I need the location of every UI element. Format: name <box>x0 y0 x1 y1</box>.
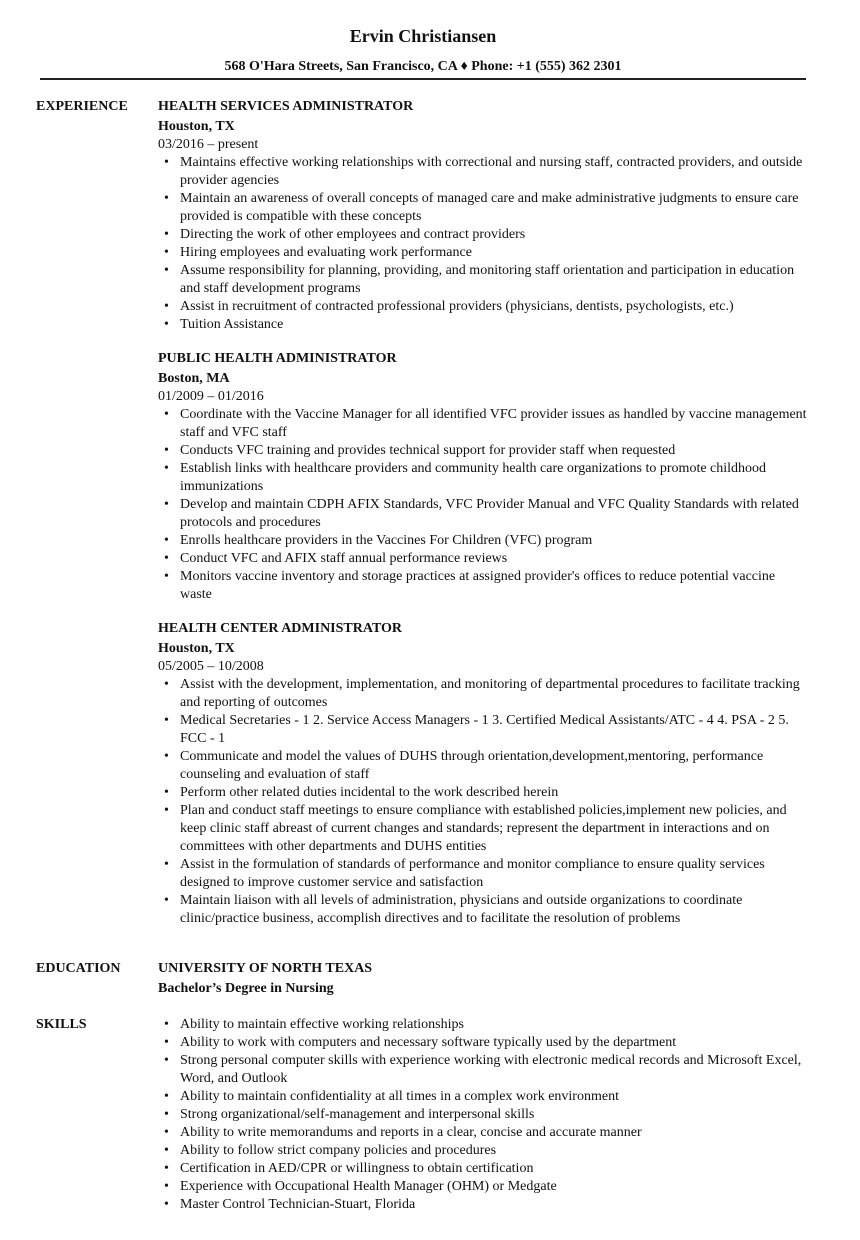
job-bullet: • Plan and conduct staff meetings to ensure compliance with established policies,implement new policies, and keep clinic staff abreast of current changes and standards; represent the department in interactions and on committees with other departments and DUHS entities <box>158 802 808 856</box>
job-bullet: • Maintains effective working relationships with correctional and nursing staff, contracted providers, and outside provider agencies <box>158 154 808 190</box>
header-divider <box>40 78 806 80</box>
job-bullet: • Establish links with healthcare providers and community health care organizations to promote childhood immunizations <box>158 460 808 496</box>
section-label-education: EDUCATION <box>36 961 121 976</box>
job-bullets <box>158 676 808 928</box>
skill-item: • Ability to maintain effective working relationships <box>158 1016 808 1034</box>
skills-list <box>158 1016 808 1214</box>
skill-item: • Ability to write memorandums and reports in a clear, concise and accurate manner <box>158 1124 808 1142</box>
skill-item: • Strong organizational/self-management and interpersonal skills <box>158 1106 808 1124</box>
skill-item: • Ability to maintain confidentiality at all times in a complex work environment <box>158 1088 808 1106</box>
job-bullet: • Directing the work of other employees and contract providers <box>158 226 808 244</box>
job-dates: 05/2005 – 10/2008 <box>158 659 264 674</box>
job-bullet: • Hiring employees and evaluating work performance <box>158 244 808 262</box>
job-bullet: • Enrolls healthcare providers in the Vaccines For Children (VFC) program <box>158 532 808 550</box>
skill-item: • Certification in AED/CPR or willingness to obtain certification <box>158 1160 808 1178</box>
experience-body <box>158 98 808 944</box>
skill-item: • Ability to follow strict company policies and procedures <box>158 1142 808 1160</box>
education-school: UNIVERSITY OF NORTH TEXAS <box>158 961 373 976</box>
job-dates: 03/2016 – present <box>158 137 259 152</box>
section-label-experience: EXPERIENCE <box>36 99 128 114</box>
skills-body <box>158 1016 808 1214</box>
job-title: HEALTH CENTER ADMINISTRATOR <box>158 621 403 636</box>
job-bullet: • Conduct VFC and AFIX staff annual performance reviews <box>158 550 808 568</box>
job-bullet: • Perform other related duties incidental to the work described herein <box>158 784 808 802</box>
job-location: Houston, TX <box>158 641 235 656</box>
job-bullet: • Tuition Assistance <box>158 316 808 334</box>
job-bullet: • Assume responsibility for planning, providing, and monitoring staff orientation and participation in education and staff development programs <box>158 262 808 298</box>
job-bullet: • Communicate and model the values of DUHS through orientation,development,mentoring, performance counseling and evaluation of staff <box>158 748 808 784</box>
job-dates: 01/2009 – 01/2016 <box>158 389 264 404</box>
skill-item: • Ability to work with computers and necessary software typically used by the department <box>158 1034 808 1052</box>
job-bullet: • Coordinate with the Vaccine Manager for all identified VFC provider issues as handled by vaccine management staff and VFC staff <box>158 406 808 442</box>
job-bullet: • Medical Secretaries - 1 2. Service Access Managers - 1 3. Certified Medical Assistants/ATC - 4 4. PSA - 2 5. FCC - 1 <box>158 712 808 748</box>
job-bullets <box>158 154 808 334</box>
job-title: PUBLIC HEALTH ADMINISTRATOR <box>158 351 397 366</box>
job-entry <box>158 350 808 604</box>
candidate-name: Ervin Christiansen <box>349 26 497 46</box>
job-location: Boston, MA <box>158 371 230 386</box>
job-bullet: • Conducts VFC training and provides technical support for provider staff when requested <box>158 442 808 460</box>
job-bullet: • Maintain an awareness of overall concepts of managed care and make administrative judgments to ensure care provided is compatible with these concepts <box>158 190 808 226</box>
education-degree: Bachelor’s Degree in Nursing <box>158 981 334 996</box>
section-label-skills: SKILLS <box>36 1017 87 1032</box>
job-bullet: • Assist in recruitment of contracted professional providers (physicians, dentists, psychologists, etc.) <box>158 298 808 316</box>
job-bullet: • Monitors vaccine inventory and storage practices at assigned provider's offices to reduce potential vaccine waste <box>158 568 808 604</box>
job-bullet: • Assist in the formulation of standards of performance and monitor compliance to ensure quality services designed to improve customer service and satisfaction <box>158 856 808 892</box>
job-bullet: • Assist with the development, implementation, and monitoring of departmental procedures to facilitate tracking and reporting of outcomes <box>158 676 808 712</box>
skill-item: • Master Control Technician-Stuart, Florida <box>158 1196 808 1214</box>
job-bullet: • Maintain liaison with all levels of administration, physicians and outside organizations to coordinate clinic/practice business, accomplish directives and to facilitate the resolution of problems <box>158 892 808 928</box>
skill-item: • Strong personal computer skills with experience working with electronic medical records and Microsoft Excel, Word, and Outlook <box>158 1052 808 1088</box>
education-body <box>158 960 808 998</box>
job-entry <box>158 620 808 928</box>
job-bullet: • Develop and maintain CDPH AFIX Standards, VFC Provider Manual and VFC Quality Standards with related protocols and procedures <box>158 496 808 532</box>
job-location: Houston, TX <box>158 119 235 134</box>
job-bullets <box>158 406 808 604</box>
contact-line: 568 O'Hara Streets, San Francisco, CA ♦ Phone: +1 (555) 362 2301 <box>224 59 622 74</box>
job-title: HEALTH SERVICES ADMINISTRATOR <box>158 99 414 114</box>
job-entry <box>158 98 808 334</box>
skill-item: • Experience with Occupational Health Manager (OHM) or Medgate <box>158 1178 808 1196</box>
